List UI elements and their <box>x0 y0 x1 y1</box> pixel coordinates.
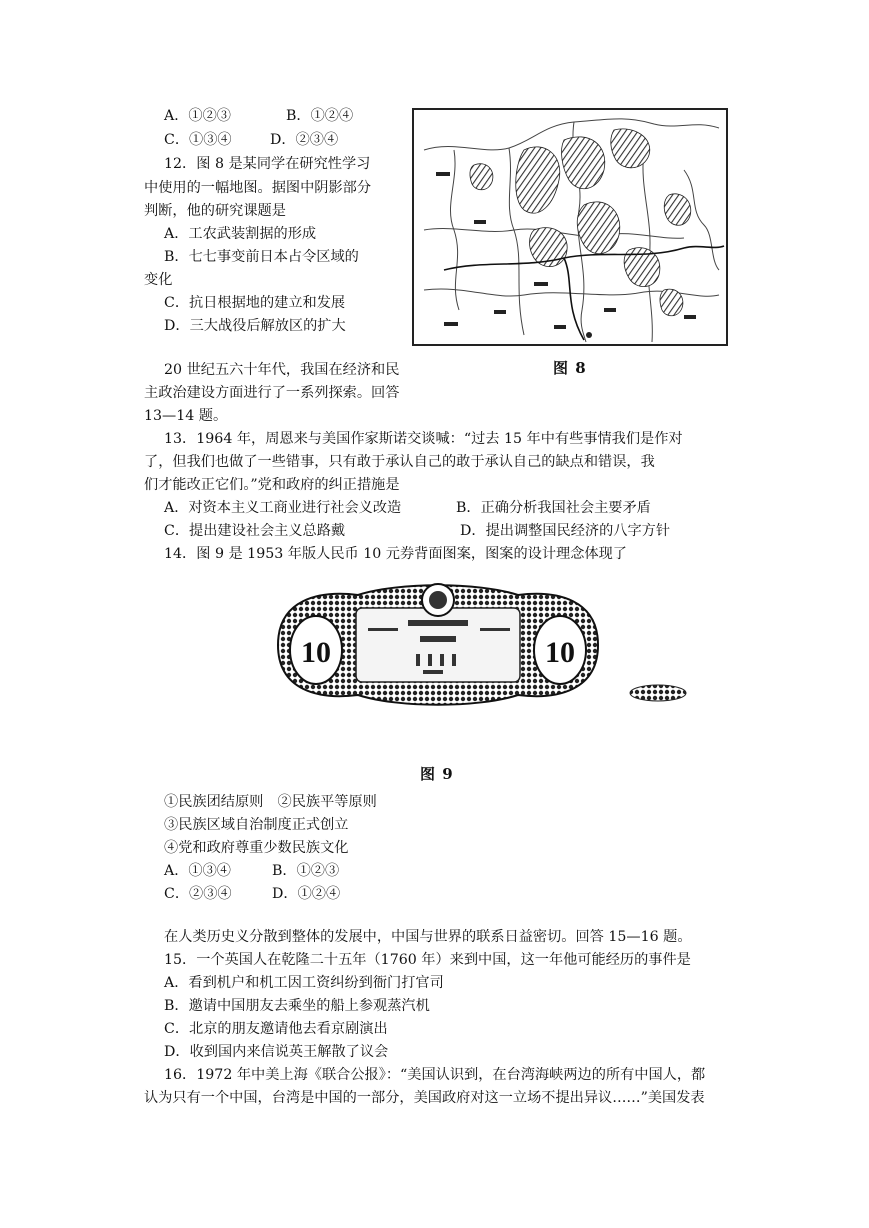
q13-stem-line: 们才能改正它们。”党和政府的纠正措施是 <box>144 477 400 493</box>
q14-stem: 14．图 9 是 1953 年版人民币 10 元券背面图案，图案的设计理念体现了 <box>164 546 627 562</box>
q15-option-d: D．收到国内来信说英王解散了议会 <box>164 1044 389 1060</box>
q14-option-b: B．①②③ <box>272 863 340 879</box>
figure-9-banknote <box>268 570 608 720</box>
q14-item: ③民族区域自治制度正式创立 <box>164 817 349 833</box>
q15-stem: 15．一个英国人在乾隆二十五年（1760 年）来到中国，这一年他可能经历的事件是 <box>164 952 691 968</box>
q12-stem-line: 中使用的一幅地图。据图中阴影部分 <box>144 180 372 196</box>
figure-8-map <box>412 108 728 346</box>
intro-13-14: 主政治建设方面进行了一系列探索。回答 <box>144 385 400 401</box>
q11-option-b: B．①②④ <box>286 108 354 124</box>
q11-option-d: D．②③④ <box>270 132 339 148</box>
figure-9-caption: 图 9 <box>420 765 454 783</box>
q13-option-c: C．提出建设社会主义总路戴 <box>164 523 346 539</box>
q11-option-a: A．①②③ <box>164 108 231 124</box>
denomination-left: 10 <box>301 636 331 669</box>
q12-option-c: C．抗日根据地的建立和发展 <box>164 295 346 311</box>
q14-item: ④党和政府尊重少数民族文化 <box>164 840 349 856</box>
intro-15-16: 在人类历史义分散到整体的发展中，中国与世界的联系日益密切。回答 15—16 题。 <box>164 929 692 945</box>
map-drawing <box>414 110 726 344</box>
q13-option-a: A．对资本主义工商业进行社会义改造 <box>164 500 402 516</box>
q14-option-a: A．①③④ <box>164 863 231 879</box>
figure-8-caption: 图 8 <box>553 359 587 377</box>
q12-option-a: A．工农武装割据的形成 <box>164 226 317 242</box>
q11-option-c: C．①③④ <box>164 132 232 148</box>
q15-option-a: A．看到机户和机工因工资纠纷到衙门打官司 <box>164 975 444 991</box>
intro-13-14: 20 世纪五六十年代，我国在经济和民 <box>164 362 400 378</box>
q12-stem-line: 12．图 8 是某同学在研究性学习 <box>164 156 371 172</box>
q14-option-c: C．②③④ <box>164 886 232 902</box>
q13-option-d: D．提出调整国民经济的八字方针 <box>460 523 671 539</box>
q16-stem-line: 认为只有一个中国，台湾是中国的一部分，美国政府对这一立场不提出异议……”美国发表 <box>144 1090 705 1106</box>
q13-option-b: B．正确分析我国社会主要矛盾 <box>456 500 651 516</box>
q15-option-c: C．北京的朋友邀请他去看京剧演出 <box>164 1021 388 1037</box>
q14-option-d: D．①②④ <box>272 886 341 902</box>
q12-option-d: D．三大战役后解放区的扩大 <box>164 318 346 334</box>
q12-stem-line: 判断，他的研究课题是 <box>144 203 286 219</box>
q12-option-b: B．七七事变前日本占令区域的 <box>164 249 359 265</box>
q16-stem-line: 16．1972 年中美上海《联合公报》：“美国认识到，在台湾海峡两边的所有中国人，都 <box>164 1067 706 1083</box>
small-banknote-drawing <box>628 683 688 703</box>
intro-13-14: 13—14 题。 <box>144 408 228 424</box>
q15-option-b: B．邀请中国朋友去乘坐的船上参观蒸汽机 <box>164 998 430 1014</box>
q13-stem-line: 了，但我们也做了一些错事，只有敢于承认自己的敢于承认自己的缺点和错误，我 <box>144 454 655 470</box>
banknote-drawing <box>268 570 608 720</box>
denomination-right: 10 <box>545 636 575 669</box>
q12-option-b-cont: 变化 <box>144 272 173 288</box>
small-banknote-mark <box>628 683 688 703</box>
q14-item: ①民族团结原则 ②民族平等原则 <box>164 794 377 810</box>
q13-stem-line: 13．1964 年，周恩来与美国作家斯诺交谈喊：“过去 15 年中有些事情我们是作对 <box>164 431 683 447</box>
